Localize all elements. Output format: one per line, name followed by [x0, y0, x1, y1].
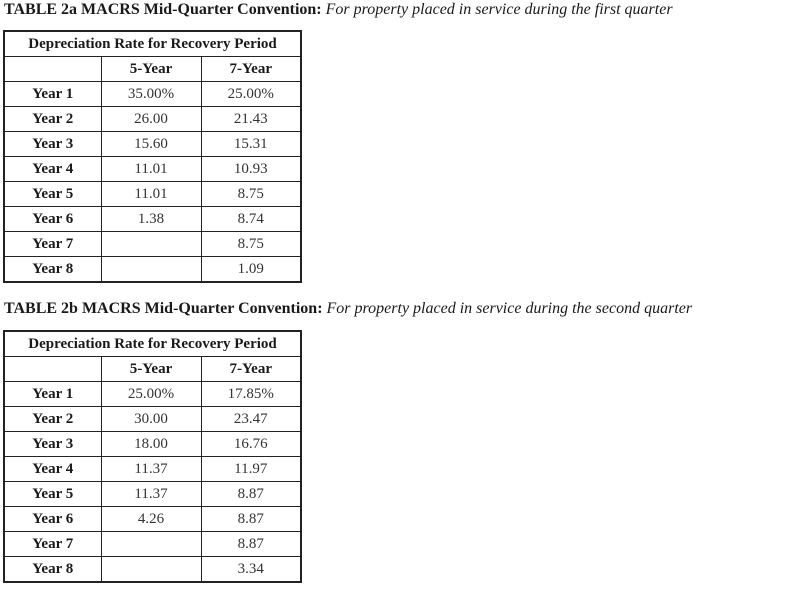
table-row	[4, 457, 301, 482]
table-row	[4, 107, 301, 132]
seven-year-rate: 23.47	[201, 407, 301, 432]
seven-year-rate: 3.34	[201, 557, 301, 583]
year-label: Year 5	[4, 482, 101, 507]
five-year-rate: 30.00	[101, 407, 201, 432]
year-label: Year 7	[4, 532, 101, 557]
column-header-row	[4, 57, 301, 82]
year-label: Year 7	[4, 232, 101, 257]
table-row	[4, 232, 301, 257]
header-row	[4, 31, 301, 57]
table-2b-description: For property placed in service during the second quarter	[326, 300, 693, 317]
five-year-rate: 15.60	[101, 132, 201, 157]
year-label: Year 6	[4, 207, 101, 232]
seven-year-rate: 17.85%	[201, 382, 301, 407]
year-label: Year 3	[4, 432, 101, 457]
five-year-rate: 18.00	[101, 432, 201, 457]
five-year-rate	[101, 232, 201, 257]
year-label: Year 4	[4, 457, 101, 482]
blank-header-cell	[4, 357, 101, 382]
year-label: Year 1	[4, 382, 101, 407]
five-year-rate: 35.00%	[101, 82, 201, 107]
year-label: Year 8	[4, 257, 101, 283]
seven-year-rate: 11.97	[201, 457, 301, 482]
year-label: Year 5	[4, 182, 101, 207]
table-row	[4, 382, 301, 407]
year-label: Year 6	[4, 507, 101, 532]
table-row	[4, 507, 301, 532]
year-label: Year 1	[4, 82, 101, 107]
table-row	[4, 257, 301, 283]
table-2b-caption	[4, 300, 692, 318]
seven-year-rate: 16.76	[201, 432, 301, 457]
five-year-rate: 11.37	[101, 457, 201, 482]
five-year-rate	[101, 257, 201, 283]
table-row	[4, 82, 301, 107]
header-row	[4, 331, 301, 357]
table-2a-description: For property placed in service during the first quarter	[325, 1, 673, 18]
table-row	[4, 482, 301, 507]
seven-year-rate: 15.31	[201, 132, 301, 157]
five-year-header: 5-Year	[101, 357, 201, 382]
table-row	[4, 557, 301, 583]
five-year-header: 5-Year	[101, 57, 201, 82]
table-row	[4, 532, 301, 557]
five-year-rate	[101, 532, 201, 557]
seven-year-header: 7-Year	[201, 57, 301, 82]
five-year-rate: 11.01	[101, 182, 201, 207]
table-2b	[3, 330, 302, 583]
column-header-row	[4, 357, 301, 382]
five-year-rate: 4.26	[101, 507, 201, 532]
table-2a-title: TABLE 2a MACRS Mid-Quarter Convention:	[4, 1, 322, 18]
year-label: Year 3	[4, 132, 101, 157]
five-year-rate: 11.01	[101, 157, 201, 182]
recovery-period-header: Depreciation Rate for Recovery Period	[4, 331, 301, 357]
seven-year-rate: 21.43	[201, 107, 301, 132]
seven-year-rate: 8.87	[201, 482, 301, 507]
seven-year-rate: 8.74	[201, 207, 301, 232]
recovery-period-header: Depreciation Rate for Recovery Period	[4, 31, 301, 57]
seven-year-rate: 8.87	[201, 532, 301, 557]
year-label: Year 8	[4, 557, 101, 583]
five-year-rate: 25.00%	[101, 382, 201, 407]
table-2b-title: TABLE 2b MACRS Mid-Quarter Convention:	[4, 300, 323, 317]
table-row	[4, 432, 301, 457]
seven-year-rate: 1.09	[201, 257, 301, 283]
year-label: Year 2	[4, 407, 101, 432]
table-row	[4, 132, 301, 157]
five-year-rate: 1.38	[101, 207, 201, 232]
seven-year-rate: 25.00%	[201, 82, 301, 107]
blank-header-cell	[4, 57, 101, 82]
table-row	[4, 407, 301, 432]
table-2a	[3, 30, 302, 283]
seven-year-rate: 8.75	[201, 182, 301, 207]
seven-year-rate: 8.87	[201, 507, 301, 532]
year-label: Year 2	[4, 107, 101, 132]
seven-year-rate: 8.75	[201, 232, 301, 257]
five-year-rate: 11.37	[101, 482, 201, 507]
seven-year-header: 7-Year	[201, 357, 301, 382]
table-row	[4, 207, 301, 232]
seven-year-rate: 10.93	[201, 157, 301, 182]
five-year-rate: 26.00	[101, 107, 201, 132]
table-2a-caption	[4, 1, 673, 19]
table-row	[4, 182, 301, 207]
table-row	[4, 157, 301, 182]
five-year-rate	[101, 557, 201, 583]
year-label: Year 4	[4, 157, 101, 182]
